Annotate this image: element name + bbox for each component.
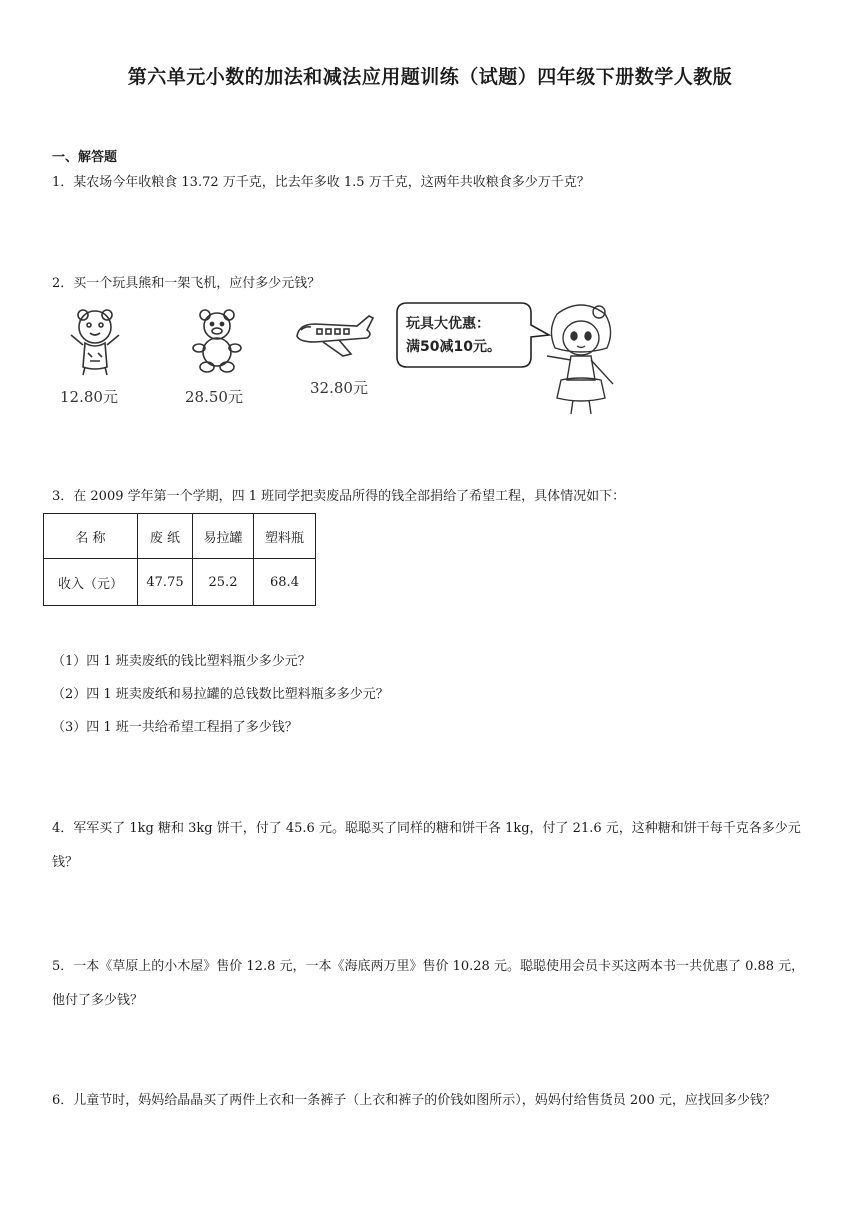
question-5: 5．一本《草原上的小木屋》售价 12.8 元，一本《海底两万里》售价 10.28 元。聪聪使用会员卡买这两本书一共优惠了 0.88 元，他付了多少钱？	[52, 959, 805, 1008]
question-2: 2．买一个玩具熊和一架飞机，应付多少元钱？	[52, 276, 321, 291]
bear-price: 28.50元	[185, 388, 243, 406]
girl-illustration-icon	[535, 300, 627, 416]
question-3-sub-3: （3）四 1 班一共给希望工程捐了多少钱？	[52, 720, 298, 735]
question-3-sub-1: （1）四 1 班卖废纸的钱比塑料瓶少多少元？	[52, 654, 311, 669]
tiger-price: 12.80元	[60, 388, 118, 406]
table-row	[44, 559, 316, 606]
bubble-text-line1: 玩具大优惠：	[406, 316, 490, 332]
airplane-toy-icon	[293, 314, 377, 360]
table-cell: 47.75	[138, 559, 193, 606]
income-table	[43, 513, 316, 606]
table-header-cell: 废 纸	[138, 514, 193, 559]
table-header-row	[44, 514, 316, 559]
plane-price: 32.80元	[310, 379, 368, 397]
table-header-cell: 易拉罐	[193, 514, 254, 559]
question-1: 1．某农场今年收粮食 13.72 万千克，比去年多收 1.5 万千克，这两年共收粮食多少万千克？	[52, 175, 590, 190]
table-header-cell: 塑料瓶	[254, 514, 316, 559]
tiger-toy-icon	[55, 305, 135, 377]
teddy-bear-icon	[187, 308, 247, 374]
table-cell: 25.2	[193, 559, 254, 606]
question-3: 3．在 2009 学年第一个学期，四 1 班同学把卖废品所得的钱全部捐给了希望工程，具体情况如下：	[52, 489, 626, 504]
page-title: 第六单元小数的加法和减法应用题训练（试题）四年级下册数学人教版	[127, 66, 733, 88]
table-cell: 68.4	[254, 559, 316, 606]
bubble-text-line2: 满50减10元。	[406, 339, 501, 355]
question-6: 6．儿童节时，妈妈给晶晶买了两件上衣和一条裤子（上衣和裤子的价钱如图所示），妈妈付给售货员 200 元，应找回多少钱？	[52, 1093, 776, 1108]
table-header-cell: 名 称	[44, 514, 138, 559]
section-heading: 一、解答题	[52, 150, 118, 165]
question-4: 4．军军买了 1kg 糖和 3kg 饼干，付了 45.6 元。聪聪买了同样的糖和饼干各 1kg，付了 21.6 元，这种糖和饼干每千克各多少元钱？	[52, 821, 801, 870]
question-3-sub-2: （2）四 1 班卖废纸和易拉罐的总钱数比塑料瓶多多少元？	[52, 687, 389, 702]
table-row-label: 收入（元）	[44, 559, 138, 606]
